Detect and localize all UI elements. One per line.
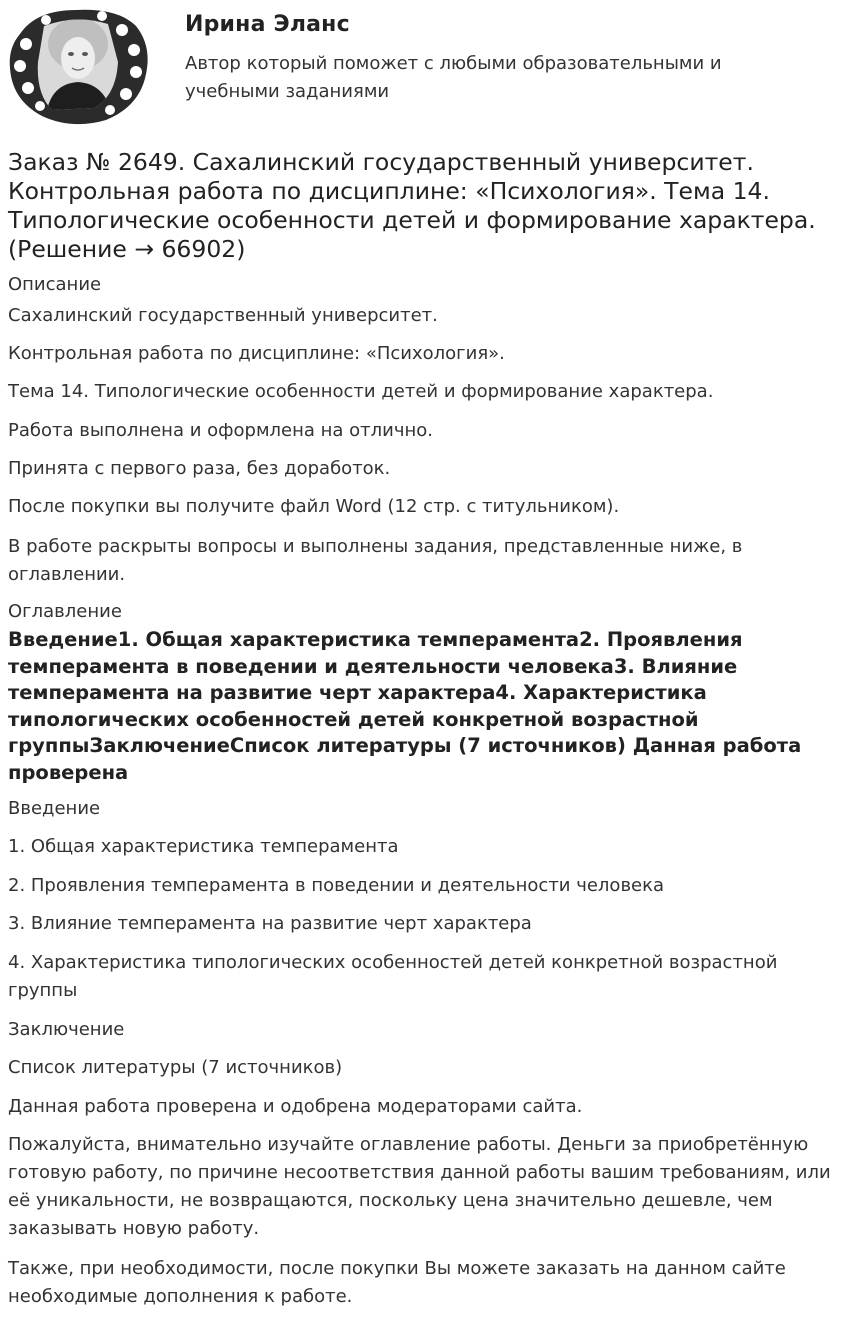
description-paragraph: Контрольная работа по дисциплине: «Психология». (8, 343, 505, 364)
toc-item: 2. Проявления темперамента в поведении и деятельности человека (8, 875, 665, 896)
toc-item: 3. Влияние темперамента на развитие черт характера (8, 913, 532, 934)
toc-item: Заключение (8, 1019, 125, 1040)
description-paragraph: В работе раскрыты вопросы и выполнены задания, представленные ниже, в оглавлении. (8, 536, 743, 585)
toc-item: 4. Характеристика типологических особенностей детей конкретной возрастной группы (8, 952, 778, 1001)
footer-paragraph: Данная работа проверена и одобрена модераторами сайта. (8, 1096, 583, 1117)
description-paragraph: Работа выполнена и оформлена на отлично. (8, 420, 434, 441)
toc-item: 1. Общая характеристика темперамента (8, 836, 399, 857)
author-name[interactable]: Ирина Эланс (185, 12, 350, 37)
description-paragraph: Принята с первого раза, без доработок. (8, 458, 391, 479)
toc-summary: Введение1. Общая характеристика темперамента2. Проявления темперамента в поведении и деятельности человека3. Влияние темперамента на развитие черт характера4. Характеристика типологических особенностей детей конкретной возрастной группыЗаключениеСписок литературы (7 источников) Данная работа проверена (8, 628, 802, 784)
film-reel-portrait-icon (6, 4, 152, 128)
footer-paragraph: Также, при необходимости, после покупки Вы можете заказать на данном сайте необходимые дополнения к работе. (8, 1258, 786, 1307)
author-header (0, 0, 847, 135)
description-label: Описание (8, 274, 102, 295)
toc-item: Введение (8, 798, 101, 819)
page-title: Заказ № 2649. Сахалинский государственный университет. Контрольная работа по дисциплине: «Психология». Тема 14. Типологические особенности детей и формирование характера. (Решение → 66902) (8, 148, 816, 263)
author-avatar[interactable] (6, 4, 152, 128)
toc-item: Список литературы (7 источников) (8, 1057, 343, 1078)
author-description: Автор который поможет с любыми образовательными и учебными заданиями (185, 53, 722, 102)
footer-paragraph: Пожалуйста, внимательно изучайте оглавление работы. Деньги за приобретённую готовую работу, по причине несоответствия данной работы вашим требованиям, или её уникальности, не возвращаются, поскольку цена значительно дешевле, чем заказывать новую работу. (8, 1134, 831, 1239)
toc-label: Оглавление (8, 601, 122, 622)
description-paragraph: Сахалинский государственный университет. (8, 305, 438, 326)
description-paragraph: После покупки вы получите файл Word (12 стр. с титульником). (8, 496, 620, 517)
description-paragraph: Тема 14. Типологические особенности детей и формирование характера. (8, 381, 714, 402)
